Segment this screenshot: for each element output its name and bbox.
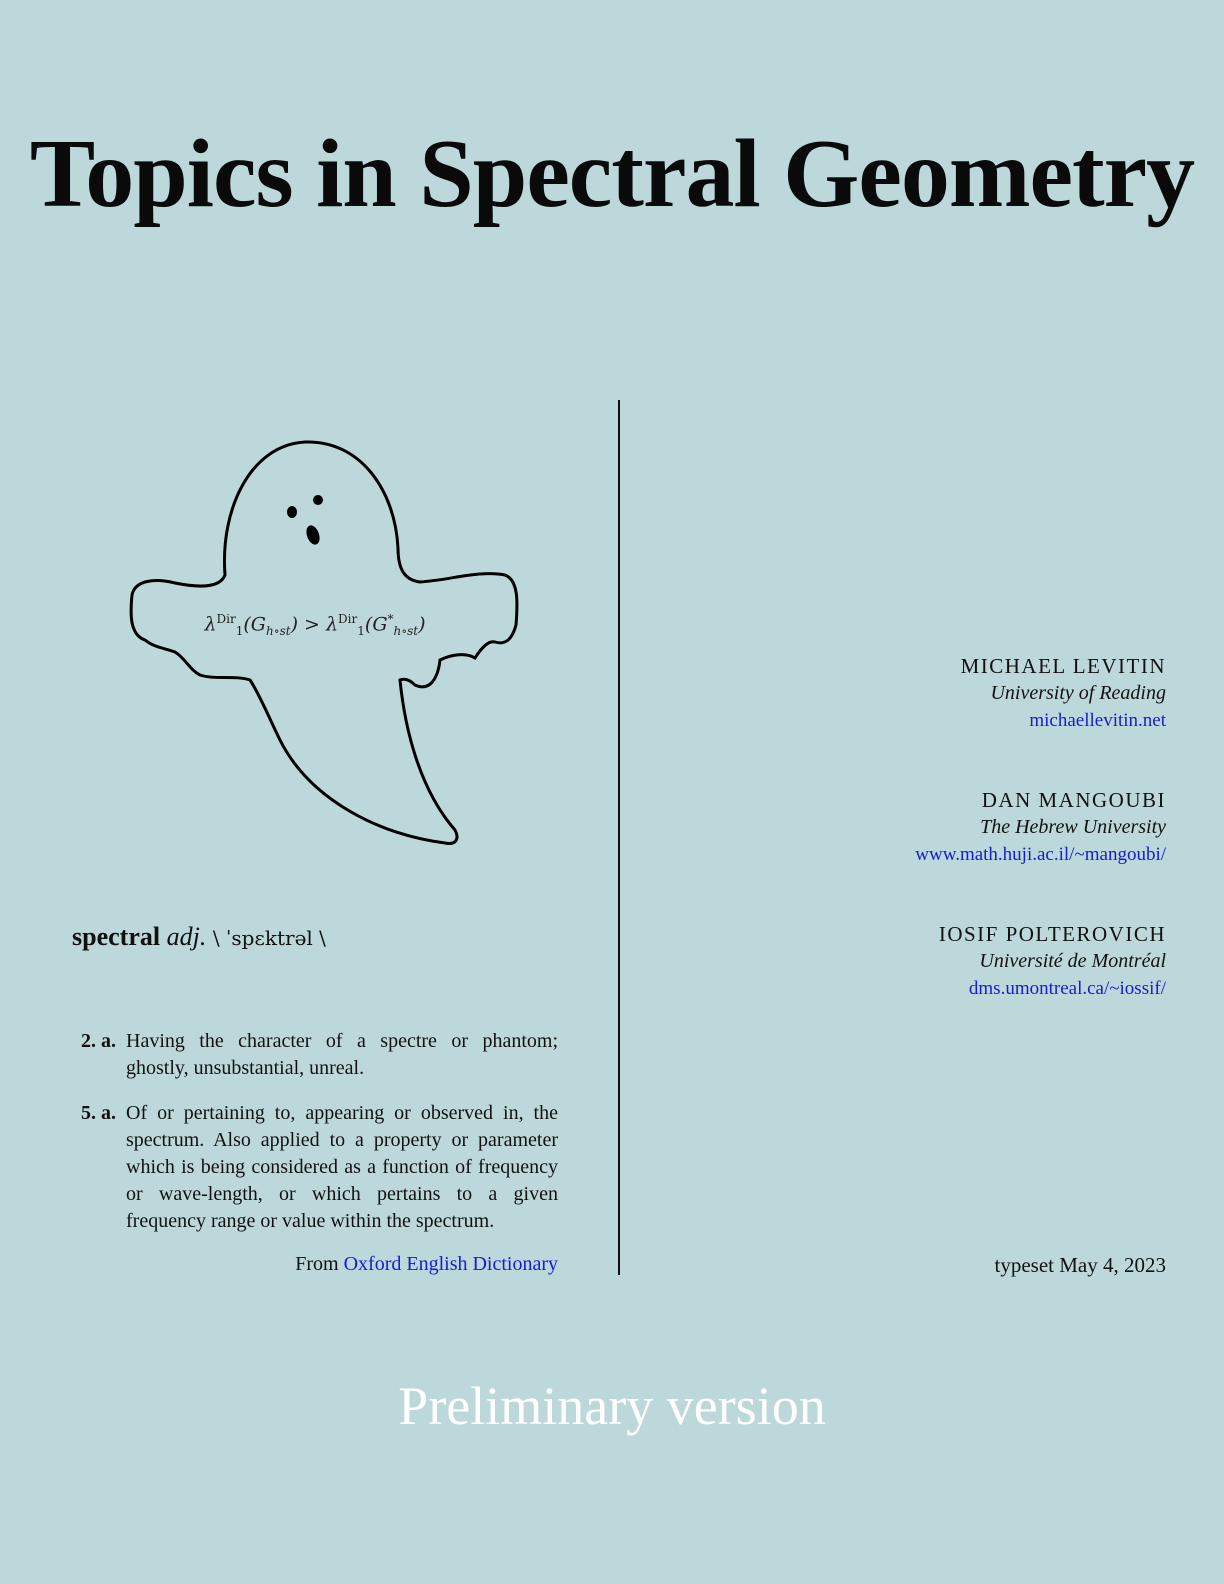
ghost-formula: $\lambda^{Dir}_1(G_{h\circ st}) > \lambda^{Dir}_1(G^*_{h\circ st})$ <box>204 612 426 639</box>
author-name: IOSIF POLTEROVICH <box>938 922 1166 946</box>
definition-text: Of or pertaining to, appearing or observed in, the spectrum. Also applied to a property or parameter which is being considered as a function of frequency or wave-length, or which pertains to a given frequency range or value within the spectrum. <box>126 1102 558 1232</box>
author-name: MICHAEL LEVITIN <box>960 654 1166 678</box>
oed-link[interactable]: Oxford English Dictionary <box>343 1253 558 1275</box>
ghost-left-eye <box>287 506 297 518</box>
definition-text: Having the character of a spectre or phantom; ghostly, unsubstantial, unreal. <box>126 1030 558 1079</box>
definition-item <box>72 1100 558 1235</box>
author-institution: Université de Montréal <box>979 950 1166 972</box>
author-website-link[interactable]: michaellevitin.net <box>1029 710 1166 731</box>
author-block <box>646 652 1166 734</box>
definition-number: 5. a. <box>81 1102 116 1124</box>
pronunciation: \ ˈspɛktrəl \ <box>212 926 326 950</box>
headword-term: spectral <box>72 922 161 951</box>
dictionary-source <box>72 1253 558 1276</box>
definitions-list <box>72 1028 558 1253</box>
preliminary-version-label: Preliminary version <box>398 1376 826 1436</box>
authors-list <box>646 652 1166 1054</box>
author-institution: University of Reading <box>990 682 1166 704</box>
vertical-divider <box>618 400 620 1275</box>
author-website-link[interactable]: www.math.huji.ac.il/~mangoubi/ <box>915 844 1166 865</box>
ghost-mouth <box>304 524 322 547</box>
author-block <box>646 786 1166 868</box>
ghost-right-eye <box>313 495 323 505</box>
author-name: DAN MANGOUBI <box>981 788 1166 812</box>
definition-number: 2. a. <box>81 1030 116 1052</box>
document-title: Topics in Spectral Geometry <box>29 120 1195 228</box>
definition-item <box>72 1028 558 1082</box>
author-website-link[interactable]: dms.umontreal.ca/~iossif/ <box>968 978 1166 999</box>
author-block <box>646 920 1166 1002</box>
typeset-date: typeset May 4, 2023 <box>994 1253 1166 1277</box>
part-of-speech: adj. <box>166 922 207 951</box>
source-prefix: From <box>295 1253 339 1275</box>
author-institution: The Hebrew University <box>980 816 1166 838</box>
dictionary-headword <box>72 922 326 952</box>
ghost-illustration <box>120 430 540 860</box>
